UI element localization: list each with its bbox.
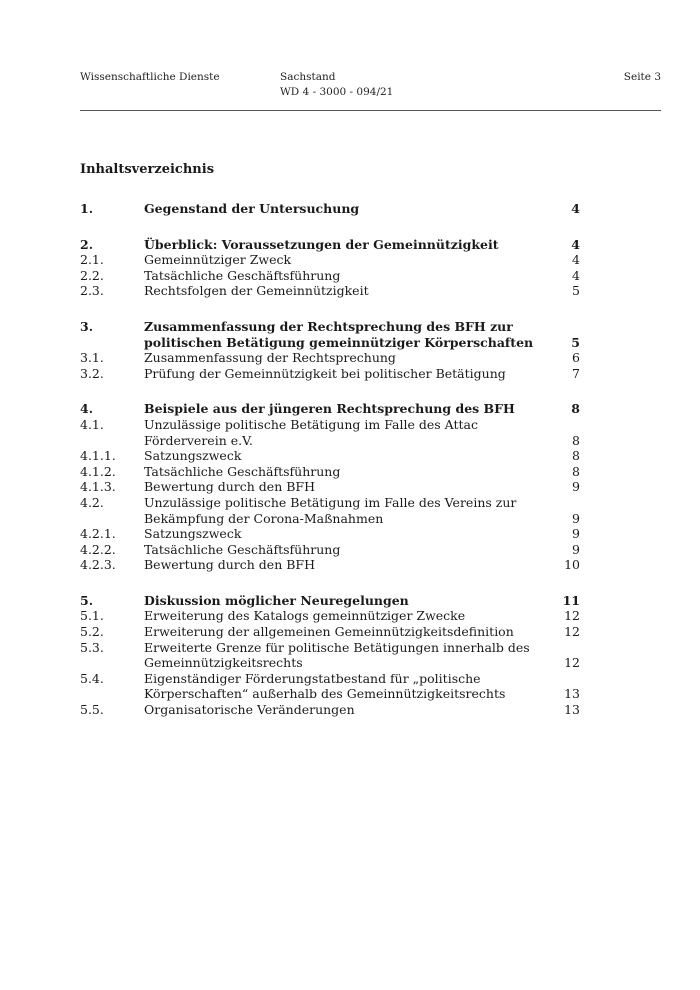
toc-entry-number: 3.: [80, 318, 94, 334]
header-page-number: Seite 3: [623, 71, 661, 83]
toc-entry-title: Erweiterte Grenze für politische Betätigungen innerhalb des Gemeinnützigkeitsrechts: [144, 639, 530, 671]
toc-section: [80, 401, 580, 573]
toc-entry-page: 6: [572, 350, 580, 366]
toc-entry-page: 8: [571, 401, 580, 417]
toc-entry-page: 13: [564, 702, 580, 718]
toc-entry-subsection[interactable]: [80, 366, 580, 382]
toc-entry-page: 4: [571, 201, 580, 216]
toc-entry-page: 4: [571, 236, 580, 252]
toc-entry-subsection[interactable]: [80, 479, 580, 495]
toc-entry-chapter[interactable]: [80, 401, 580, 417]
toc-entry-title: Erweiterung des Katalogs gemeinnütziger Zwecke: [144, 608, 466, 624]
toc-entry-number: 1.: [80, 201, 94, 216]
toc-entry-title: Gegenstand der Untersuchung: [144, 201, 360, 216]
toc-entry-subsection[interactable]: [80, 283, 580, 299]
toc-entry-subsection[interactable]: [80, 624, 580, 640]
toc-entry-number: 2.3.: [80, 283, 104, 299]
header-divider: [80, 110, 661, 111]
toc-section: [80, 319, 580, 381]
toc-entry-subsection[interactable]: [80, 448, 580, 464]
toc-entry-number: 3.1.: [80, 350, 104, 366]
toc-entry-subsection[interactable]: [80, 464, 580, 480]
toc-entry-chapter[interactable]: [80, 237, 580, 253]
toc-entry-page: 9: [572, 479, 580, 495]
toc-entry-number: 4.2.1.: [80, 526, 116, 542]
toc-entry-subsection[interactable]: [80, 608, 580, 624]
toc-entry-title: Eigenständiger Förderungstatbestand für „politische Körperschaften“ außerhalb des Gemeinnützigkeitsrechts: [144, 670, 506, 702]
toc-entry-page: 8: [572, 432, 580, 448]
toc-entry-subsection[interactable]: [80, 417, 580, 448]
toc-entry-page: 9: [572, 526, 580, 542]
toc-entry-number: 4.1.1.: [80, 448, 116, 464]
toc-section: [80, 593, 580, 718]
toc-entry-title: Unzulässige politische Betätigung im Falle des Vereins zur Bekämpfung der Corona-Maßnahmen: [144, 494, 517, 526]
toc-entry-title: Organisatorische Veränderungen: [144, 702, 355, 718]
toc-entry-page: 8: [572, 463, 580, 479]
header-document-id: WD 4 - 3000 - 094/21: [280, 86, 394, 98]
toc-entry-subsection[interactable]: [80, 542, 580, 558]
toc-entry-title: Satzungszweck: [144, 448, 242, 464]
toc-entry-number: 4.1.: [80, 416, 104, 432]
toc-entry-page: 11: [562, 592, 580, 608]
toc-entry-page: 5: [571, 334, 580, 350]
toc-entry-number: 2.1.: [80, 252, 104, 268]
toc-entry-number: 4.: [80, 401, 94, 417]
toc-entry-title: Prüfung der Gemeinnützigkeit bei politischer Betätigung: [144, 365, 506, 381]
toc-entry-title: Tatsächliche Geschäftsführung: [144, 267, 341, 283]
toc-entry-page: 7: [572, 365, 580, 381]
toc-entry-title: Zusammenfassung der Rechtsprechung: [144, 350, 396, 366]
toc-entry-page: 5: [572, 283, 580, 299]
toc-entry-title: Satzungszweck: [144, 526, 242, 542]
toc-entry-page: 4: [572, 267, 580, 283]
toc-entry-number: 4.2.2.: [80, 541, 116, 557]
toc-entry-number: 4.1.2.: [80, 463, 116, 479]
toc-entry-title: Beispiele aus der jüngeren Rechtsprechung des BFH: [144, 401, 515, 417]
toc-entry-number: 3.2.: [80, 365, 104, 381]
toc-entry-number: 5.4.: [80, 670, 104, 686]
toc-section: [80, 237, 580, 299]
toc-entry-subsection[interactable]: [80, 526, 580, 542]
toc-entry-chapter[interactable]: [80, 319, 580, 350]
header-organization: Wissenschaftliche Dienste: [80, 71, 220, 83]
header-document-info: [280, 70, 393, 100]
header-document-type: Sachstand: [280, 71, 336, 83]
toc-entry-number: 4.1.3.: [80, 479, 116, 495]
toc-entry-page: 9: [572, 541, 580, 557]
toc-entry-number: 5.3.: [80, 639, 104, 655]
toc-entry-number: 5.1.: [80, 608, 104, 624]
toc-entry-title: Überblick: Voraussetzungen der Gemeinnützigkeit: [144, 236, 499, 252]
toc-entry-page: 4: [572, 252, 580, 268]
toc-entry-page: 8: [572, 448, 580, 464]
toc-entry-page: 12: [564, 655, 580, 671]
toc-entry-page: 12: [564, 608, 580, 624]
toc-entry-title: Tatsächliche Geschäftsführung: [144, 541, 341, 557]
toc-entry-subsection[interactable]: [80, 252, 580, 268]
toc-entry-page: 12: [564, 624, 580, 640]
toc-entry-chapter[interactable]: [80, 201, 580, 217]
toc-entry-number: 5.2.: [80, 624, 104, 640]
toc-section: [80, 201, 580, 217]
toc-entry-page: 9: [572, 510, 580, 526]
toc-title: Inhaltsverzeichnis: [80, 162, 215, 177]
toc-entry-title: Zusammenfassung der Rechtsprechung des BFH zur politischen Betätigung gemeinnütziger Körperschaften: [144, 318, 534, 350]
toc-entry-subsection[interactable]: [80, 557, 580, 573]
toc-entry-number: 5.5.: [80, 702, 104, 718]
toc-entry-subsection[interactable]: [80, 495, 580, 526]
toc-entry-title: Bewertung durch den BFH: [144, 557, 315, 573]
toc-entry-subsection[interactable]: [80, 702, 580, 718]
toc-entry-number: 4.2.: [80, 494, 104, 510]
toc-entry-page: 13: [564, 686, 580, 702]
toc-entry-title: Bewertung durch den BFH: [144, 479, 315, 495]
toc-entry-title: Diskussion möglicher Neuregelungen: [144, 592, 409, 608]
toc-entry-number: 4.2.3.: [80, 557, 116, 573]
toc-entry-subsection[interactable]: [80, 671, 580, 702]
toc-entry-title: Rechtsfolgen der Gemeinnützigkeit: [144, 283, 369, 299]
toc-entry-number: 5.: [80, 592, 94, 608]
toc-entry-page: 10: [564, 557, 580, 573]
toc-entry-title: Erweiterung der allgemeinen Gemeinnützigkeitsdefinition: [144, 624, 514, 640]
table-of-contents: [80, 201, 580, 738]
toc-entry-chapter[interactable]: [80, 593, 580, 609]
toc-entry-subsection[interactable]: [80, 268, 580, 284]
toc-entry-title: Unzulässige politische Betätigung im Falle des Attac Förderverein e.V.: [144, 416, 478, 448]
toc-entry-number: 2.2.: [80, 267, 104, 283]
toc-entry-subsection[interactable]: [80, 640, 580, 671]
toc-entry-number: 2.: [80, 236, 94, 252]
toc-entry-title: Tatsächliche Geschäftsführung: [144, 463, 341, 479]
toc-entry-title: Gemeinnütziger Zweck: [144, 252, 292, 268]
toc-entry-subsection[interactable]: [80, 350, 580, 366]
